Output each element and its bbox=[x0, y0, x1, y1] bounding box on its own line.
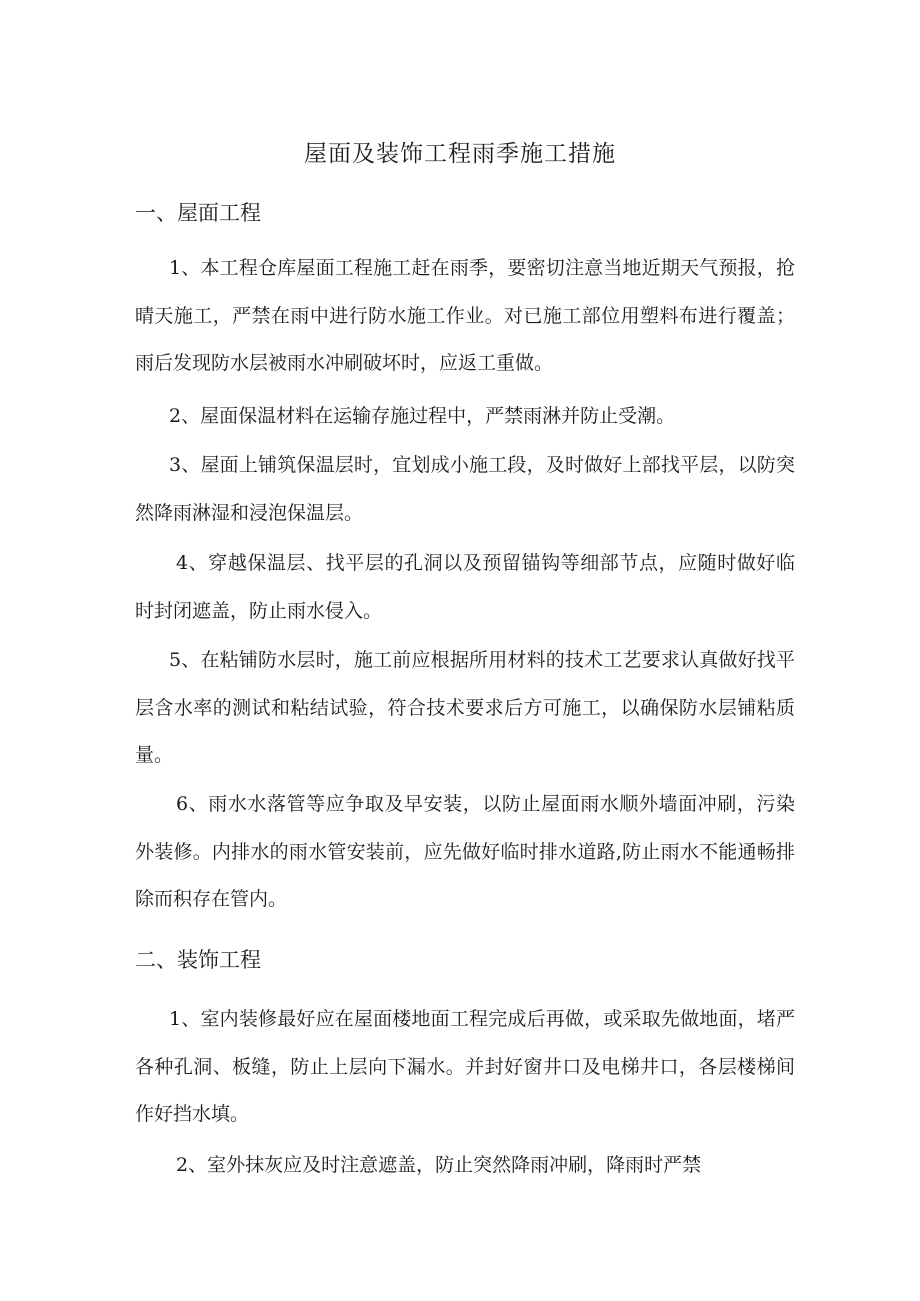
roof-paragraph-4: 4、穿越保温层、找平层的孔洞以及预留锚钩等细部节点，应随时做好临时封闭遮盖，防止雨水侵入。 bbox=[135, 552, 795, 622]
roof-paragraph-2: 2、屋面保温材料在运输存施过程中，严禁雨淋并防止受潮。 bbox=[169, 405, 676, 427]
decoration-paragraph-1: 1、室内装修最好应在屋面楼地面工程完成后再做，或采取先做地面，堵严各种孔洞、板缝，防止上层向下漏水。并封好窗井口及电梯井口，各层楼梯间作好挡水填。 bbox=[135, 1008, 795, 1125]
section-heading-decoration: 二、装饰工程 bbox=[135, 948, 261, 972]
roof-paragraph-1: 1、本工程仓库屋面工程施工赶在雨季，要密切注意当地近期天气预报，抢晴天施工，严禁在雨中进行防水施工作业。对已施工部位用塑料布进行覆盖；雨后发现防水层被雨水冲刷破坏时，应返工重做。 bbox=[135, 257, 795, 374]
roof-paragraph-5: 5、在粘铺防水层时，施工前应根据所用材料的技术工艺要求认真做好找平层含水率的测试和粘结试验，符合技术要求后方可施工，以确保防水层铺粘质量。 bbox=[135, 649, 795, 766]
roof-paragraph-3: 3、屋面上铺筑保温层时，宜划成小施工段，及时做好上部找平层，以防突然降雨淋湿和浸泡保温层。 bbox=[135, 454, 795, 524]
document-title: 屋面及装饰工程雨季施工措施 bbox=[304, 141, 616, 167]
section-heading-roof: 一、屋面工程 bbox=[135, 201, 261, 225]
roof-paragraph-6: 6、雨水水落管等应争取及早安装，以防止屋面雨水顺外墙面冲刷，污染外装修。内排水的雨水管安装前，应先做好临时排水道路,防止雨水不能通畅排除而积存在管内。 bbox=[135, 793, 795, 910]
decoration-paragraph-2: 2、室外抹灰应及时注意遮盖，防止突然降雨冲刷，降雨时严禁 bbox=[176, 1154, 702, 1176]
